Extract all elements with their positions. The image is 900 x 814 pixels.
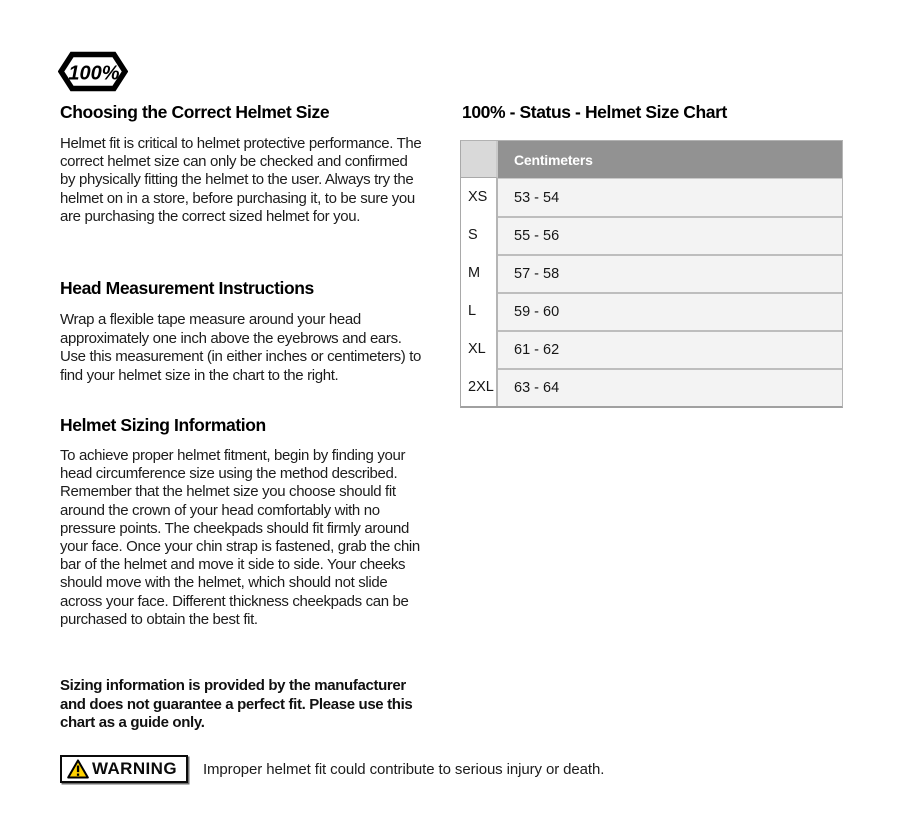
brand-logo-100percent-icon <box>58 51 128 92</box>
size-label: S <box>461 216 498 254</box>
cm-range: 63 - 64 <box>498 368 842 406</box>
table-row <box>461 254 842 292</box>
table-row <box>461 330 842 368</box>
section-body-measurement: Wrap a flexible tape measure around your head approximately one inch above the eyebrows and ears. Use this measurement (in either inches or centimeters) to find your helmet size in the chart to the right. <box>60 311 422 384</box>
size-label: L <box>461 292 498 330</box>
cm-range: 61 - 62 <box>498 330 842 368</box>
cm-range: 57 - 58 <box>498 254 842 292</box>
size-chart-title: 100% - Status - Helmet Size Chart <box>462 102 727 122</box>
section-title-measurement: Head Measurement Instructions <box>60 278 314 298</box>
warning-row <box>60 755 604 783</box>
table-header-row <box>461 141 842 178</box>
table-row <box>461 216 842 254</box>
warning-label: WARNING <box>92 759 177 778</box>
table-row <box>461 292 842 330</box>
cm-range: 59 - 60 <box>498 292 842 330</box>
cm-range: 55 - 56 <box>498 216 842 254</box>
warning-triangle-icon <box>67 759 89 779</box>
size-label: XL <box>461 330 498 368</box>
warning-text: Improper helmet fit could contribute to serious injury or death. <box>202 760 605 778</box>
size-label: M <box>461 254 498 292</box>
table-header-size-cell <box>461 141 498 178</box>
section-title-sizing: Helmet Sizing Information <box>60 415 266 435</box>
table-row <box>461 178 842 216</box>
warning-box <box>60 755 188 783</box>
table-header-centimeters: Centimeters <box>498 141 842 178</box>
size-label: 2XL <box>461 368 498 406</box>
size-label: XS <box>461 178 498 216</box>
section-body-sizing: To achieve proper helmet fitment, begin by finding your head circumference size using the method described. Remember that the helmet size you choose should fit around the crown of your head comfortably with no pressure points. The cheekpads should fit firmly around your face. Once your chin strap is fastened, grab the chin bar of the helmet and move it side to side. Your cheeks should move with the helmet, which should not slide across your face. Different thickness cheekpads can be purchased to obtain the best fit. <box>60 447 420 628</box>
helmet-size-table <box>460 140 843 408</box>
table-row <box>461 368 842 406</box>
section-title-choosing: Choosing the Correct Helmet Size <box>60 102 330 122</box>
manufacturer-disclaimer: Sizing information is provided by the manufacturer and does not guarantee a perfect fit. Please use this chart as a guide only. <box>60 677 413 732</box>
cm-range: 53 - 54 <box>498 178 842 216</box>
logo-text: 100% <box>68 62 120 85</box>
section-body-choosing: Helmet fit is critical to helmet protective performance. The correct helmet size can only be checked and confirmed by physically fitting the helmet to the user. Always try the helmet on in a store, before purchasing it, to be sure you are purchasing the correct sized helmet for you. <box>60 135 422 225</box>
